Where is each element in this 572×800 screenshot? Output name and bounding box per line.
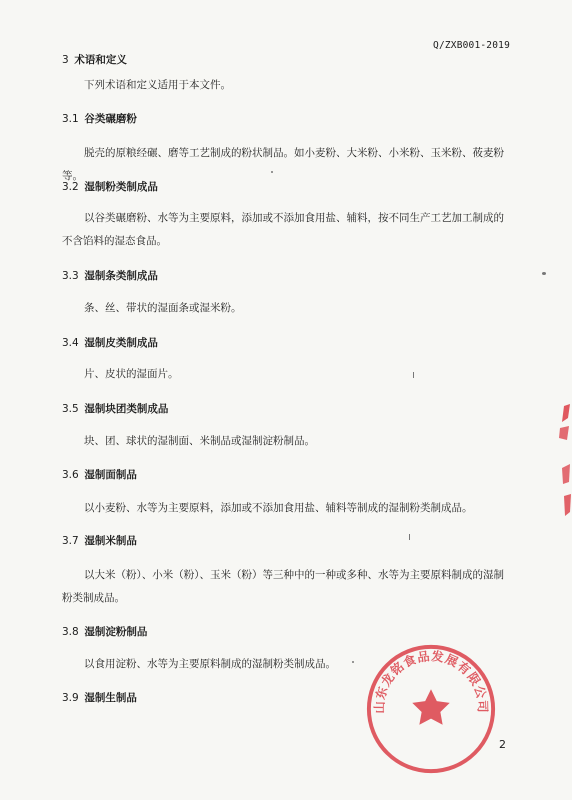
term-body-3-8: 以食用淀粉、水等为主要原料制成的湿制粉类制成品。 [84, 658, 336, 670]
term-title: 湿制皮类制成品 [84, 337, 158, 349]
document-code: Q/ZXB001-2019 [433, 40, 510, 51]
term-body-3-2: 以谷类碾磨粉、水等为主要原料，添加或不添加食用盐、辅料，按不同生产工艺加工制成的不含馅料的湿态食品。 [62, 212, 504, 247]
scan-speck [542, 272, 546, 275]
term-body-3-4: 片、皮状的湿面片。 [84, 368, 179, 380]
term-number: 3.7 [62, 535, 79, 547]
term-title: 湿制条类制成品 [84, 270, 158, 282]
term-number: 3.6 [62, 469, 79, 481]
term-title: 湿制淀粉制品 [84, 626, 148, 638]
term-title: 湿制粉类制成品 [84, 181, 158, 193]
section-heading [62, 52, 127, 67]
term-title: 湿制米制品 [84, 535, 137, 547]
term-title: 湿制块团类制成品 [84, 403, 169, 415]
section-intro: 下列术语和定义适用于本文件。 [84, 79, 231, 91]
term-heading-3-4 [62, 335, 158, 350]
term-number: 3.5 [62, 403, 79, 415]
section-number: 3 [62, 54, 69, 66]
edge-seal-fragment-icon [542, 398, 572, 526]
section-title: 术语和定义 [74, 54, 127, 66]
term-number: 3.8 [62, 626, 79, 638]
scan-speck [352, 661, 354, 663]
term-heading-3-7 [62, 533, 137, 548]
company-seal-icon [362, 640, 500, 778]
term-heading-3-9 [62, 690, 137, 705]
term-title: 湿制生制品 [84, 692, 137, 704]
term-body-3-7: 以大米（粉）、小米（粉）、玉米（粉）等三种中的一种或多种、水等为主要原料制成的湿制粉类制成品。 [62, 569, 504, 604]
term-number: 3.9 [62, 692, 79, 704]
term-title: 谷类碾磨粉 [84, 113, 137, 125]
scan-speck [409, 534, 410, 540]
seal-text: 山东龙铭食品发展有限公司 [372, 649, 490, 714]
term-heading-3-2 [62, 179, 158, 194]
term-heading-3-3 [62, 268, 158, 283]
term-number: 3.2 [62, 181, 79, 193]
term-title: 湿制面制品 [84, 469, 137, 481]
term-body-3-5: 块、团、球状的湿制面、米制品或湿制淀粉制品。 [84, 435, 315, 447]
term-heading-3-1 [62, 111, 137, 126]
scan-speck [271, 171, 273, 173]
term-heading-3-5 [62, 401, 168, 416]
term-body-3-6: 以小麦粉、水等为主要原料，添加或不添加食用盐、辅料等制成的湿制粉类制成品。 [84, 502, 473, 514]
term-heading-3-6 [62, 467, 137, 482]
scan-speck [413, 372, 414, 378]
seal-star [412, 689, 449, 724]
term-number: 3.3 [62, 270, 79, 282]
term-number: 3.1 [62, 113, 79, 125]
term-number: 3.4 [62, 337, 79, 349]
term-heading-3-8 [62, 624, 147, 639]
page-number: 2 [499, 738, 506, 751]
term-body-3-3: 条、丝、带状的湿面条或湿米粉。 [84, 302, 242, 314]
term-body-3-1: 脱壳的原粮经碾、磨等工艺制成的粉状制品。如小麦粉、大米粉、小米粉、玉米粉、莜麦粉等。 [62, 147, 504, 182]
